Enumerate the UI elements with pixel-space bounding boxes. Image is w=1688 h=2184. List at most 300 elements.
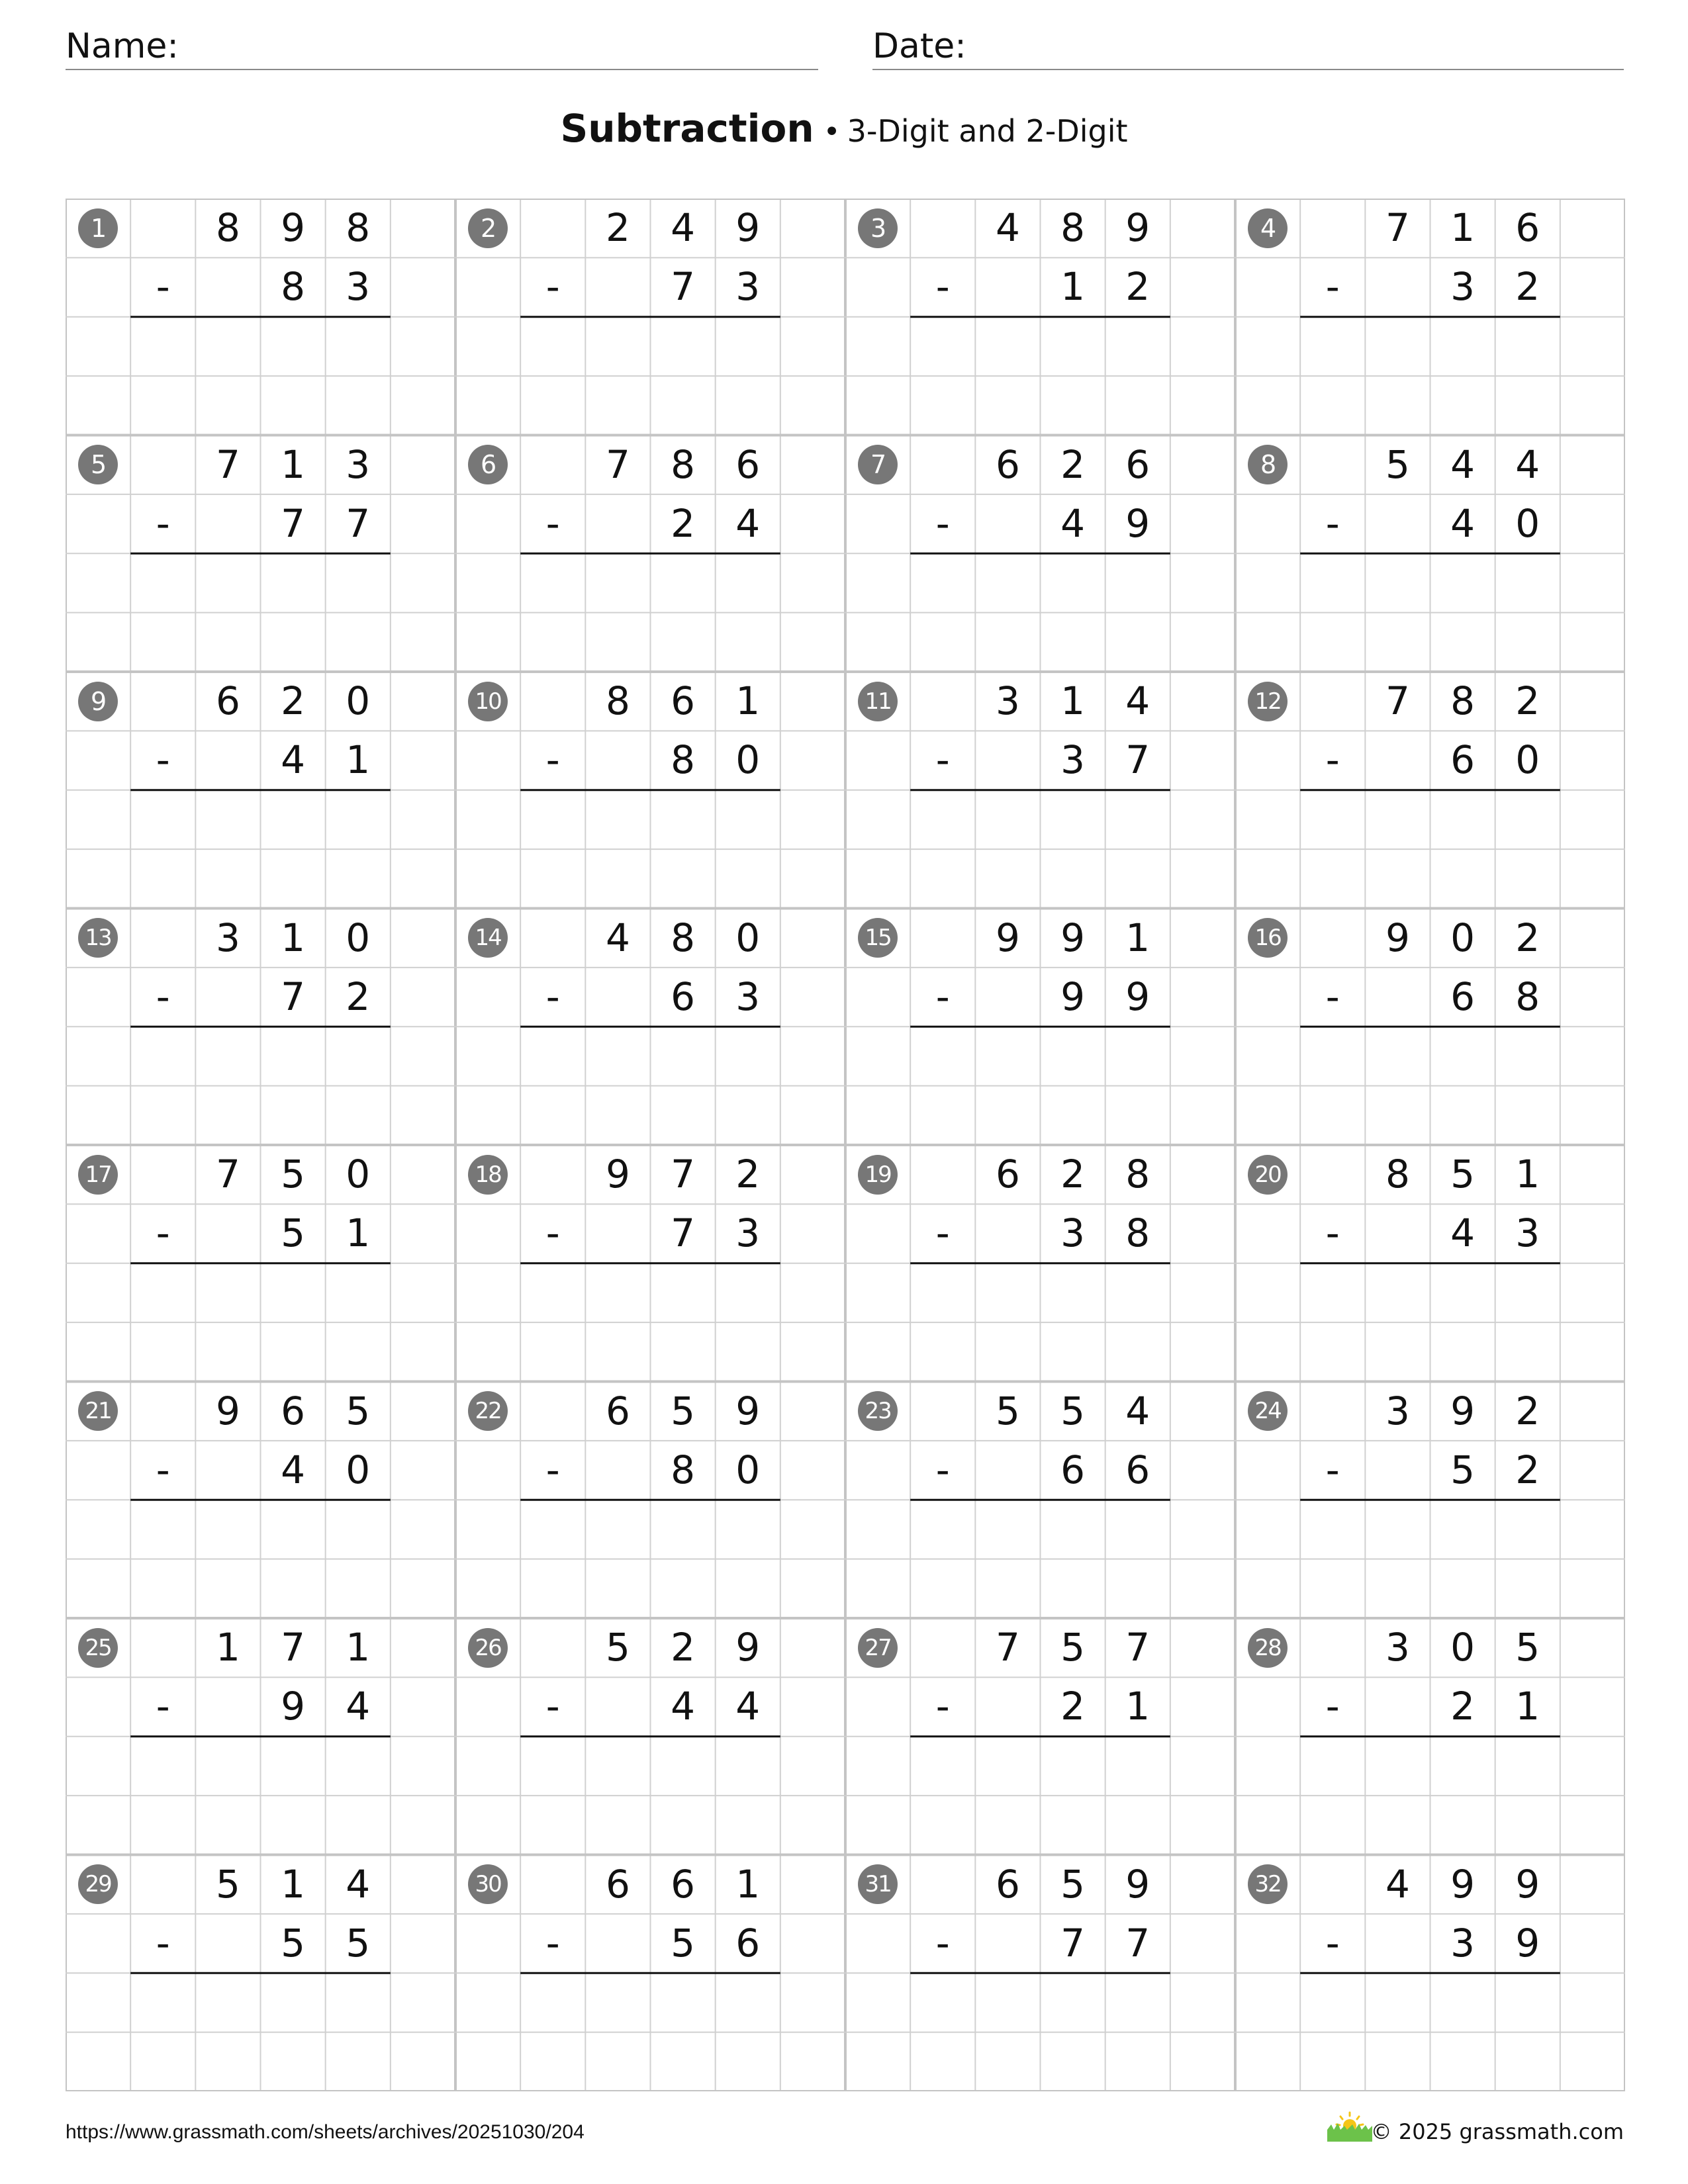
answer-cell[interactable] bbox=[585, 1796, 650, 1854]
answer-cell[interactable] bbox=[716, 553, 780, 612]
answer-cell[interactable] bbox=[585, 613, 650, 672]
answer-cell[interactable] bbox=[716, 1026, 780, 1085]
answer-cell[interactable] bbox=[1300, 1086, 1365, 1145]
answer-cell[interactable] bbox=[651, 317, 716, 376]
answer-cell[interactable] bbox=[651, 1559, 716, 1618]
answer-cell[interactable] bbox=[910, 849, 975, 908]
answer-cell[interactable] bbox=[910, 2032, 975, 2091]
answer-cell[interactable] bbox=[1430, 1263, 1495, 1322]
answer-cell[interactable] bbox=[651, 1322, 716, 1381]
answer-cell[interactable] bbox=[651, 1026, 716, 1085]
answer-cell[interactable] bbox=[1495, 1796, 1560, 1854]
answer-cell[interactable] bbox=[195, 1500, 260, 1559]
answer-cell[interactable] bbox=[1495, 376, 1560, 435]
name-field[interactable] bbox=[66, 24, 818, 70]
answer-cell[interactable] bbox=[130, 376, 195, 435]
answer-cell[interactable] bbox=[975, 1973, 1040, 2032]
answer-cell[interactable] bbox=[1430, 1322, 1495, 1381]
answer-cell[interactable] bbox=[1105, 1322, 1170, 1381]
answer-cell[interactable] bbox=[716, 1737, 780, 1796]
answer-cell[interactable] bbox=[1495, 1559, 1560, 1618]
answer-cell[interactable] bbox=[716, 613, 780, 672]
answer-cell[interactable] bbox=[195, 1263, 260, 1322]
answer-cell[interactable] bbox=[130, 1026, 195, 1085]
answer-cell[interactable] bbox=[1300, 613, 1365, 672]
answer-cell[interactable] bbox=[585, 1737, 650, 1796]
answer-cell[interactable] bbox=[520, 790, 585, 849]
answer-cell[interactable] bbox=[716, 1086, 780, 1145]
answer-cell[interactable] bbox=[1300, 1500, 1365, 1559]
answer-cell[interactable] bbox=[910, 1973, 975, 2032]
answer-cell[interactable] bbox=[1365, 553, 1430, 612]
answer-cell[interactable] bbox=[1365, 790, 1430, 849]
answer-cell[interactable] bbox=[716, 1559, 780, 1618]
answer-cell[interactable] bbox=[651, 376, 716, 435]
subtrahend-digit: 0 bbox=[346, 1447, 371, 1492]
answer-cell[interactable] bbox=[261, 1796, 326, 1854]
answer-cell[interactable] bbox=[1300, 1322, 1365, 1381]
date-field[interactable] bbox=[872, 24, 1624, 70]
answer-cell[interactable] bbox=[195, 376, 260, 435]
answer-cell[interactable] bbox=[1105, 1500, 1170, 1559]
minus-sign: - bbox=[1325, 737, 1340, 783]
minuend-digit: 9 bbox=[215, 1388, 240, 1433]
answer-cell[interactable] bbox=[1300, 2032, 1365, 2091]
answer-cell[interactable] bbox=[1041, 1973, 1105, 2032]
answer-cell[interactable] bbox=[261, 376, 326, 435]
answer-cell[interactable] bbox=[261, 1500, 326, 1559]
answer-cell[interactable] bbox=[520, 1026, 585, 1085]
answer-cell[interactable] bbox=[585, 1263, 650, 1322]
answer-cell[interactable] bbox=[716, 1263, 780, 1322]
answer-cell[interactable] bbox=[195, 1559, 260, 1618]
answer-cell[interactable] bbox=[195, 1973, 260, 2032]
answer-cell[interactable] bbox=[195, 613, 260, 672]
answer-cell[interactable] bbox=[1300, 317, 1365, 376]
answer-cell[interactable] bbox=[1495, 1973, 1560, 2032]
answer-cell[interactable] bbox=[1365, 1796, 1430, 1854]
problem-number-badge: 22 bbox=[468, 1391, 508, 1431]
answer-cell[interactable] bbox=[520, 553, 585, 612]
answer-cell[interactable] bbox=[130, 553, 195, 612]
minuend-digit: 5 bbox=[605, 1625, 630, 1670]
answer-cell[interactable] bbox=[261, 1737, 326, 1796]
answer-cell[interactable] bbox=[716, 1322, 780, 1381]
answer-cell[interactable] bbox=[520, 2032, 585, 2091]
answer-cell[interactable] bbox=[1300, 553, 1365, 612]
answer-cell[interactable] bbox=[585, 849, 650, 908]
answer-cell[interactable] bbox=[1495, 1322, 1560, 1381]
answer-cell[interactable] bbox=[326, 2032, 391, 2091]
answer-cell[interactable] bbox=[585, 1559, 650, 1618]
answer-cell[interactable] bbox=[1041, 1026, 1105, 1085]
answer-cell[interactable] bbox=[1300, 1796, 1365, 1854]
minuend-digit: 5 bbox=[1515, 1625, 1540, 1670]
answer-cell[interactable] bbox=[1430, 2032, 1495, 2091]
answer-cell[interactable] bbox=[1300, 1026, 1365, 1085]
answer-cell[interactable] bbox=[975, 1559, 1040, 1618]
answer-cell[interactable] bbox=[975, 1086, 1040, 1145]
answer-cell[interactable] bbox=[1041, 1559, 1105, 1618]
answer-cell[interactable] bbox=[910, 553, 975, 612]
answer-cell[interactable] bbox=[975, 1263, 1040, 1322]
answer-cell[interactable] bbox=[195, 2032, 260, 2091]
answer-cell[interactable] bbox=[1495, 1086, 1560, 1145]
answer-cell[interactable] bbox=[195, 1086, 260, 1145]
answer-cell[interactable] bbox=[585, 1086, 650, 1145]
answer-cell[interactable] bbox=[716, 376, 780, 435]
answer-cell[interactable] bbox=[1365, 849, 1430, 908]
answer-cell[interactable] bbox=[195, 1322, 260, 1381]
answer-cell[interactable] bbox=[910, 1086, 975, 1145]
answer-cell[interactable] bbox=[326, 849, 391, 908]
answer-cell[interactable] bbox=[1041, 317, 1105, 376]
answer-cell[interactable] bbox=[326, 1026, 391, 1085]
subtrahend-digit: 0 bbox=[735, 737, 761, 783]
answer-cell[interactable] bbox=[1105, 1973, 1170, 2032]
minuend-digit: 0 bbox=[735, 915, 761, 960]
answer-cell[interactable] bbox=[520, 376, 585, 435]
answer-cell[interactable] bbox=[520, 317, 585, 376]
answer-cell[interactable] bbox=[1365, 1973, 1430, 2032]
answer-cell[interactable] bbox=[261, 317, 326, 376]
answer-cell[interactable] bbox=[585, 1500, 650, 1559]
answer-cell[interactable] bbox=[520, 1559, 585, 1618]
answer-cell[interactable] bbox=[130, 849, 195, 908]
answer-cell[interactable] bbox=[520, 1322, 585, 1381]
answer-cell[interactable] bbox=[585, 553, 650, 612]
answer-cell[interactable] bbox=[326, 1322, 391, 1381]
answer-cell[interactable] bbox=[195, 849, 260, 908]
answer-cell[interactable] bbox=[1365, 376, 1430, 435]
answer-cell[interactable] bbox=[585, 317, 650, 376]
answer-cell[interactable] bbox=[520, 849, 585, 908]
answer-cell[interactable] bbox=[651, 1086, 716, 1145]
answer-cell[interactable] bbox=[716, 317, 780, 376]
answer-cell[interactable] bbox=[1495, 790, 1560, 849]
answer-cell[interactable] bbox=[716, 1796, 780, 1854]
minus-sign: - bbox=[156, 1210, 170, 1256]
answer-cell[interactable] bbox=[910, 1796, 975, 1854]
answer-cell[interactable] bbox=[651, 1263, 716, 1322]
answer-cell[interactable] bbox=[130, 1263, 195, 1322]
answer-cell[interactable] bbox=[520, 1263, 585, 1322]
answer-cell[interactable] bbox=[1430, 613, 1495, 672]
answer-cell[interactable] bbox=[1041, 613, 1105, 672]
answer-cell[interactable] bbox=[1495, 1737, 1560, 1796]
answer-cell[interactable] bbox=[975, 553, 1040, 612]
answer-cell[interactable] bbox=[1300, 376, 1365, 435]
answer-cell[interactable] bbox=[326, 317, 391, 376]
answer-cell[interactable] bbox=[1495, 1263, 1560, 1322]
answer-cell[interactable] bbox=[261, 613, 326, 672]
answer-cell[interactable] bbox=[1300, 1973, 1365, 2032]
answer-cell[interactable] bbox=[1041, 1737, 1105, 1796]
answer-cell[interactable] bbox=[651, 1500, 716, 1559]
answer-cell[interactable] bbox=[1041, 790, 1105, 849]
minuend-digit: 9 bbox=[735, 1625, 761, 1670]
answer-cell[interactable] bbox=[910, 1559, 975, 1618]
answer-cell[interactable] bbox=[1495, 849, 1560, 908]
answer-cell[interactable] bbox=[1105, 1086, 1170, 1145]
answer-cell[interactable] bbox=[651, 613, 716, 672]
answer-cell[interactable] bbox=[975, 1737, 1040, 1796]
answer-cell[interactable] bbox=[1300, 1559, 1365, 1618]
answer-cell[interactable] bbox=[1105, 1026, 1170, 1085]
answer-cell[interactable] bbox=[326, 1973, 391, 2032]
answer-cell[interactable] bbox=[195, 1737, 260, 1796]
answer-cell[interactable] bbox=[651, 1796, 716, 1854]
answer-cell[interactable] bbox=[975, 790, 1040, 849]
minuend-digit: 1 bbox=[1125, 915, 1150, 960]
answer-cell[interactable] bbox=[1430, 849, 1495, 908]
answer-cell[interactable] bbox=[1430, 1500, 1495, 1559]
answer-cell[interactable] bbox=[520, 613, 585, 672]
answer-cell[interactable] bbox=[1105, 1796, 1170, 1854]
answer-cell[interactable] bbox=[975, 613, 1040, 672]
answer-cell[interactable] bbox=[975, 1500, 1040, 1559]
answer-cell[interactable] bbox=[1105, 613, 1170, 672]
answer-cell[interactable] bbox=[716, 1500, 780, 1559]
answer-cell[interactable] bbox=[716, 849, 780, 908]
answer-cell[interactable] bbox=[1430, 553, 1495, 612]
answer-cell[interactable] bbox=[326, 790, 391, 849]
answer-cell[interactable] bbox=[975, 317, 1040, 376]
answer-cell[interactable] bbox=[1495, 1026, 1560, 1085]
answer-cell[interactable] bbox=[130, 1737, 195, 1796]
answer-cell[interactable] bbox=[326, 1559, 391, 1618]
answer-cell[interactable] bbox=[975, 849, 1040, 908]
answer-cell[interactable] bbox=[261, 849, 326, 908]
answer-cell[interactable] bbox=[910, 317, 975, 376]
answer-cell[interactable] bbox=[1041, 849, 1105, 908]
answer-cell[interactable] bbox=[1041, 2032, 1105, 2091]
minus-sign: - bbox=[545, 1210, 560, 1256]
answer-cell[interactable] bbox=[1041, 1086, 1105, 1145]
answer-cell[interactable] bbox=[1300, 1737, 1365, 1796]
answer-cell[interactable] bbox=[195, 1026, 260, 1085]
answer-cell[interactable] bbox=[130, 1086, 195, 1145]
answer-cell[interactable] bbox=[975, 1026, 1040, 1085]
answer-cell[interactable] bbox=[651, 1737, 716, 1796]
answer-cell[interactable] bbox=[651, 1973, 716, 2032]
problem-number-badge: 20 bbox=[1248, 1155, 1288, 1195]
answer-cell[interactable] bbox=[651, 790, 716, 849]
answer-cell[interactable] bbox=[130, 1500, 195, 1559]
answer-cell[interactable] bbox=[130, 1559, 195, 1618]
answer-cell[interactable] bbox=[130, 1973, 195, 2032]
answer-cell[interactable] bbox=[1430, 790, 1495, 849]
answer-cell[interactable] bbox=[1430, 1026, 1495, 1085]
answer-cell[interactable] bbox=[1430, 1973, 1495, 2032]
answer-cell[interactable] bbox=[716, 790, 780, 849]
minuend-digit: 3 bbox=[215, 915, 240, 960]
answer-cell[interactable] bbox=[520, 1737, 585, 1796]
answer-cell[interactable] bbox=[1105, 1263, 1170, 1322]
answer-cell[interactable] bbox=[130, 2032, 195, 2091]
minuend-digit: 6 bbox=[735, 441, 761, 487]
answer-cell[interactable] bbox=[1300, 1263, 1365, 1322]
answer-cell[interactable] bbox=[1105, 790, 1170, 849]
answer-cell[interactable] bbox=[910, 613, 975, 672]
answer-cell[interactable] bbox=[1495, 317, 1560, 376]
answer-cell[interactable] bbox=[651, 849, 716, 908]
subtrahend-digit: 7 bbox=[1125, 737, 1150, 783]
answer-cell[interactable] bbox=[910, 1737, 975, 1796]
answer-cell[interactable] bbox=[716, 2032, 780, 2091]
minuend-digit: 1 bbox=[281, 1861, 306, 1907]
problem-number-badge: 26 bbox=[468, 1628, 508, 1668]
answer-cell[interactable] bbox=[1365, 1500, 1430, 1559]
answer-cell[interactable] bbox=[261, 1559, 326, 1618]
answer-cell[interactable] bbox=[326, 376, 391, 435]
minuend-digit: 2 bbox=[1060, 1152, 1086, 1197]
minuend-digit: 9 bbox=[1450, 1388, 1476, 1433]
answer-cell[interactable] bbox=[130, 317, 195, 376]
answer-cell[interactable] bbox=[585, 1973, 650, 2032]
answer-cell[interactable] bbox=[1430, 317, 1495, 376]
answer-cell[interactable] bbox=[910, 1263, 975, 1322]
answer-cell[interactable] bbox=[716, 1973, 780, 2032]
subtrahend-digit: 4 bbox=[346, 1684, 371, 1729]
answer-cell[interactable] bbox=[1041, 1322, 1105, 1381]
answer-cell[interactable] bbox=[1495, 553, 1560, 612]
answer-cell[interactable] bbox=[975, 376, 1040, 435]
answer-cell[interactable] bbox=[326, 1263, 391, 1322]
answer-cell[interactable] bbox=[910, 376, 975, 435]
minuend-digit: 6 bbox=[281, 1388, 306, 1433]
answer-cell[interactable] bbox=[130, 613, 195, 672]
answer-cell[interactable] bbox=[1041, 1263, 1105, 1322]
answer-cell[interactable] bbox=[1105, 553, 1170, 612]
minuend-digit: 5 bbox=[215, 1861, 240, 1907]
answer-cell[interactable] bbox=[910, 790, 975, 849]
minuend-digit: 1 bbox=[1060, 678, 1086, 723]
answer-cell[interactable] bbox=[1365, 613, 1430, 672]
answer-cell[interactable] bbox=[1365, 1026, 1430, 1085]
answer-cell[interactable] bbox=[520, 1086, 585, 1145]
minus-sign: - bbox=[1325, 1920, 1340, 1966]
subtrahend-digit: 4 bbox=[1450, 500, 1476, 546]
answer-cell[interactable] bbox=[975, 1322, 1040, 1381]
answer-cell[interactable] bbox=[520, 1500, 585, 1559]
answer-cell[interactable] bbox=[910, 1026, 975, 1085]
answer-cell[interactable] bbox=[1365, 1737, 1430, 1796]
answer-cell[interactable] bbox=[520, 1973, 585, 2032]
answer-cell[interactable] bbox=[1300, 790, 1365, 849]
answer-cell[interactable] bbox=[1365, 1263, 1430, 1322]
answer-cell[interactable] bbox=[326, 1086, 391, 1145]
minus-sign: - bbox=[156, 737, 170, 783]
problem-number-badge: 30 bbox=[468, 1864, 508, 1904]
answer-cell[interactable] bbox=[1365, 2032, 1430, 2091]
answer-cell[interactable] bbox=[261, 1086, 326, 1145]
answer-cell[interactable] bbox=[1365, 317, 1430, 376]
answer-cell[interactable] bbox=[261, 1026, 326, 1085]
answer-cell[interactable] bbox=[195, 1796, 260, 1854]
answer-cell[interactable] bbox=[1105, 849, 1170, 908]
subtrahend-digit: 3 bbox=[735, 1210, 761, 1256]
answer-cell[interactable] bbox=[1300, 849, 1365, 908]
answer-cell[interactable] bbox=[1495, 1500, 1560, 1559]
answer-cell[interactable] bbox=[651, 553, 716, 612]
minuend-digit: 4 bbox=[995, 205, 1020, 250]
answer-cell[interactable] bbox=[910, 1500, 975, 1559]
answer-cell[interactable] bbox=[261, 553, 326, 612]
answer-cell[interactable] bbox=[195, 553, 260, 612]
answer-cell[interactable] bbox=[1105, 317, 1170, 376]
answer-cell[interactable] bbox=[1430, 1737, 1495, 1796]
answer-cell[interactable] bbox=[1365, 1322, 1430, 1381]
minuend-digit: 0 bbox=[346, 678, 371, 723]
minuend-digit: 5 bbox=[281, 1152, 306, 1197]
answer-cell[interactable] bbox=[326, 1737, 391, 1796]
answer-cell[interactable] bbox=[261, 2032, 326, 2091]
answer-cell[interactable] bbox=[1041, 1796, 1105, 1854]
answer-cell[interactable] bbox=[975, 1796, 1040, 1854]
answer-cell[interactable] bbox=[585, 790, 650, 849]
problem-number-badge: 1 bbox=[78, 208, 118, 248]
answer-cell[interactable] bbox=[1495, 613, 1560, 672]
subtrahend-digit: 8 bbox=[281, 264, 306, 310]
minuend-digit: 8 bbox=[346, 205, 371, 250]
answer-cell[interactable] bbox=[261, 1973, 326, 2032]
answer-cell[interactable] bbox=[651, 2032, 716, 2091]
answer-cell[interactable] bbox=[1041, 553, 1105, 612]
minuend-digit: 4 bbox=[1125, 1388, 1150, 1433]
minuend-digit: 2 bbox=[1515, 678, 1540, 723]
minuend-digit: 1 bbox=[735, 678, 761, 723]
answer-cell[interactable] bbox=[520, 1796, 585, 1854]
answer-cell[interactable] bbox=[261, 790, 326, 849]
answer-cell[interactable] bbox=[1365, 1086, 1430, 1145]
answer-cell[interactable] bbox=[910, 1322, 975, 1381]
answer-cell[interactable] bbox=[1105, 1737, 1170, 1796]
answer-cell[interactable] bbox=[195, 317, 260, 376]
answer-cell[interactable] bbox=[1041, 1500, 1105, 1559]
answer-cell[interactable] bbox=[1430, 1796, 1495, 1854]
answer-cell[interactable] bbox=[326, 1796, 391, 1854]
answer-cell[interactable] bbox=[130, 1322, 195, 1381]
answer-cell[interactable] bbox=[585, 376, 650, 435]
problem-number-badge: 16 bbox=[1248, 918, 1288, 958]
answer-cell[interactable] bbox=[326, 613, 391, 672]
answer-cell[interactable] bbox=[1105, 1559, 1170, 1618]
answer-cell[interactable] bbox=[1041, 376, 1105, 435]
answer-cell[interactable] bbox=[130, 1796, 195, 1854]
answer-cell[interactable] bbox=[975, 2032, 1040, 2091]
minuend-digit: 0 bbox=[1450, 1625, 1476, 1670]
answer-cell[interactable] bbox=[130, 790, 195, 849]
answer-cell[interactable] bbox=[585, 1026, 650, 1085]
answer-cell[interactable] bbox=[1105, 376, 1170, 435]
answer-cell[interactable] bbox=[1105, 2032, 1170, 2091]
answer-cell[interactable] bbox=[1430, 1086, 1495, 1145]
answer-cell[interactable] bbox=[1365, 1559, 1430, 1618]
answer-cell[interactable] bbox=[261, 1322, 326, 1381]
answer-cell[interactable] bbox=[261, 1263, 326, 1322]
answer-cell[interactable] bbox=[1495, 2032, 1560, 2091]
answer-cell[interactable] bbox=[1430, 1559, 1495, 1618]
answer-cell[interactable] bbox=[195, 790, 260, 849]
problem-number-badge: 13 bbox=[78, 918, 118, 958]
answer-cell[interactable] bbox=[326, 1500, 391, 1559]
answer-cell[interactable] bbox=[585, 2032, 650, 2091]
answer-cell[interactable] bbox=[1430, 376, 1495, 435]
answer-cell[interactable] bbox=[585, 1322, 650, 1381]
subtrahend-digit: 3 bbox=[735, 264, 761, 310]
answer-cell[interactable] bbox=[326, 553, 391, 612]
